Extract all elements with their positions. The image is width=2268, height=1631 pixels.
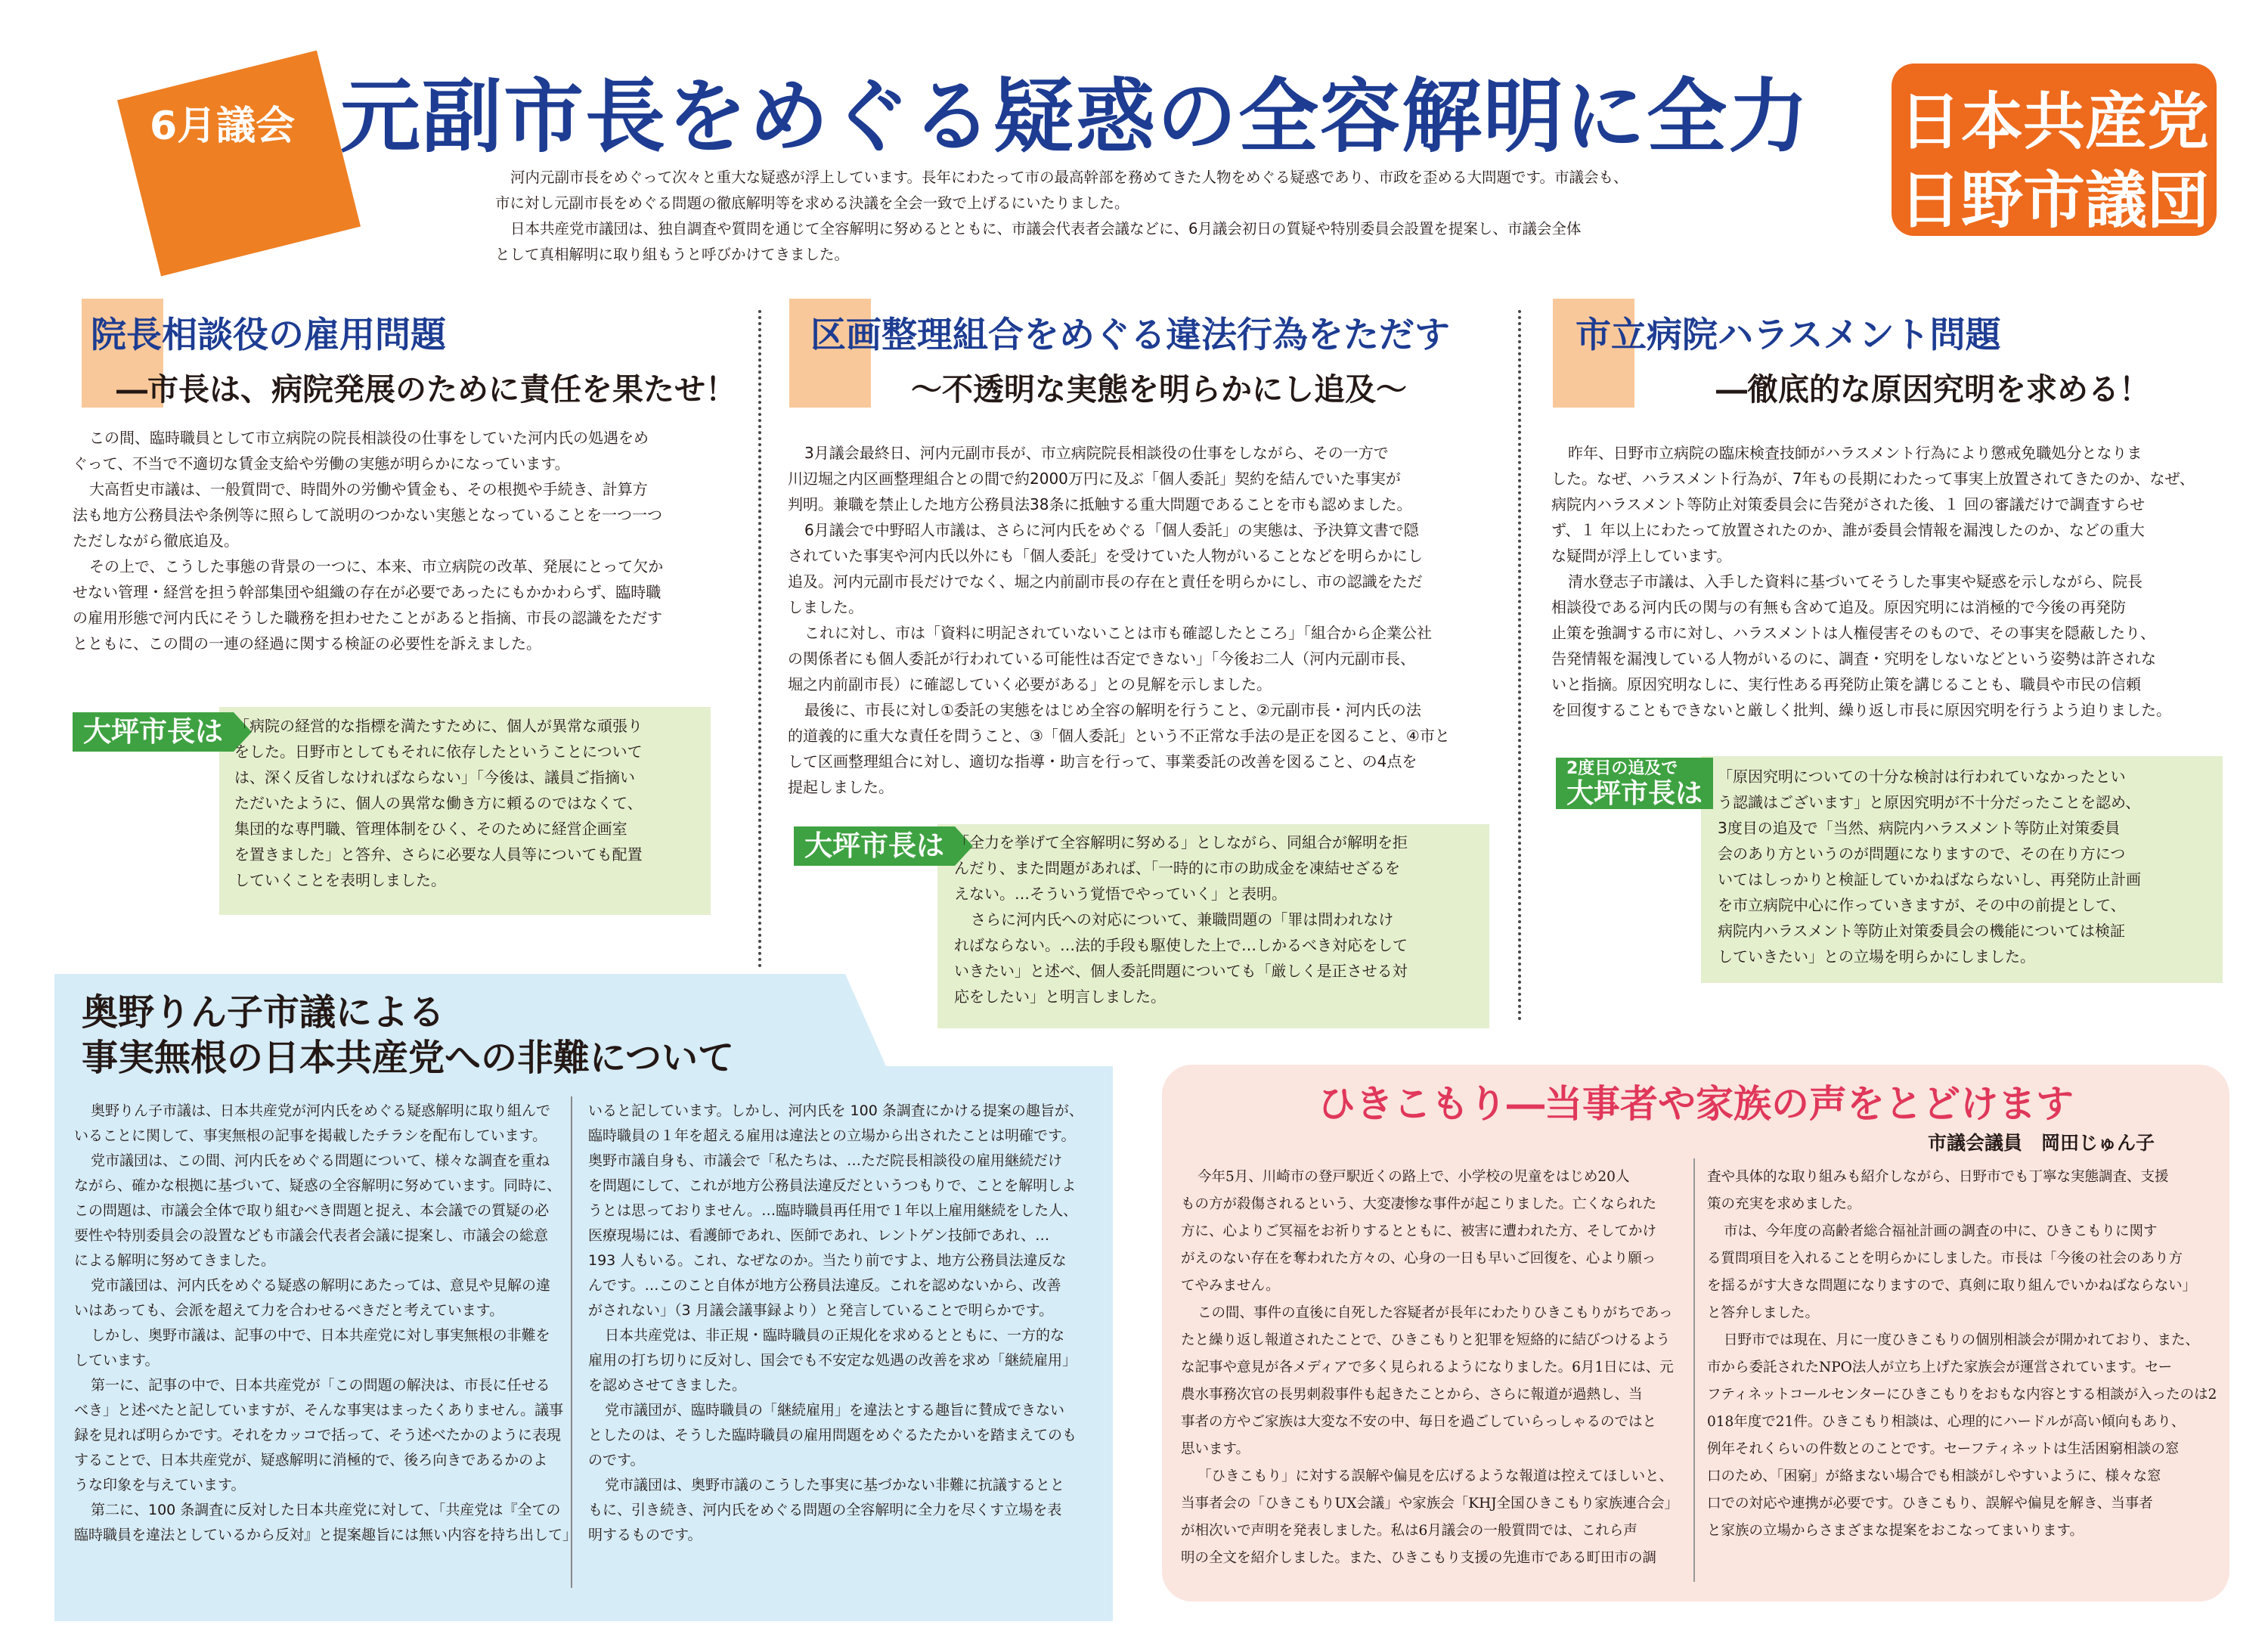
header-tag: 6月議会	[150, 104, 296, 149]
body-line: んです。…このこと自体が地方公務員法違反。これを認めないから、改善	[588, 1277, 1061, 1294]
column-divider	[758, 310, 761, 968]
section-title: 事実無根の日本共産党への非難について	[82, 1037, 735, 1079]
body-line: 法も地方公務員法や条例等に照らして説明のつかない実態となっていることを一つ一つ	[73, 506, 662, 524]
body-line: 当事者会の「ひきこもりUX会議」や家族会「KHJ全国ひきこもり家族連合会」	[1181, 1496, 1679, 1512]
mayor-line: さらに河内氏への対応について、兼職問題の「罪は問われなけ	[971, 910, 1394, 929]
body-line: 思います。	[1181, 1441, 1250, 1457]
body-line: 川辺堀之内区画整理組合との間で約2000万円に及ぶ「個人委託」契約を結んでいた事実が	[788, 470, 1401, 488]
body-line: この間、臨時職員として市立病院の院長相談役の仕事をしていた河内氏の処遇をめ	[89, 429, 649, 447]
section-title: 区画整理組合をめぐる違法行為をただす	[810, 315, 1450, 356]
mayor-line: 「全力を挙げて全容解明に努める」としながら、同組合が解明を拒	[954, 833, 1408, 851]
body-line: せない管理・経営を担う幹部集団や組織の存在が必要であったにもかかわらず、臨時職	[73, 583, 662, 601]
body-line: たと繰り返し報道されたことで、ひきこもりと犯罪を短絡的に結びつけるよう	[1181, 1332, 1671, 1348]
body-line: ぐって、不当で不適切な賃金支給や労働の実態が明らかになっています。	[73, 454, 570, 473]
mayor-tag	[794, 826, 955, 866]
body-line: 日野市では現在、月に一度ひきこもりの個別相談会が開かれており、また、	[1724, 1332, 2200, 1348]
body-line: この問題は、市議会全体で取り組むべき問題と捉え、本会議での質疑の必	[74, 1202, 550, 1219]
body-line: 日本共産党は、非正規・臨時職員の正規化を求めるとともに、一方的な	[605, 1327, 1065, 1344]
body-line: が相次いで声明を発表しました。私は6月議会の一般質問では、これら声	[1181, 1523, 1637, 1539]
body-line: 6月議会で中野昭人市議は、さらに河内氏をめぐる「個人委託」の実態は、予決算文書で隠	[804, 521, 1419, 539]
body-line: の関係者にも個人委託が行われている可能性は否定できない」「今後お二人（河内元副市長、	[788, 650, 1415, 668]
body-line: 193 人もいる。これ、なぜなのか。当たり前ですよ、地方公務員法違反な	[588, 1252, 1067, 1269]
mayor-line: う認識はございます」と原因究明が不十分だったことを認め、	[1718, 793, 2141, 811]
mayor-tag	[73, 712, 234, 752]
body-line: 雇用の打ち切りに反対し、国会でも不安定な処遇の改善を求め「継続雇用」	[588, 1352, 1077, 1369]
body-line: 要性や特別委員会の設置なども市議会代表者会議に提案し、市議会の総意	[74, 1227, 549, 1244]
mayor-tag-label: 大坪市長は	[804, 829, 944, 862]
body-line: 判明。兼職を禁止した地方公務員法38条に抵触する重大問題であることを市も認めました。	[788, 495, 1412, 513]
body-line: 党市議団は、この間、河内氏をめぐる問題について、様々な調査を重ね	[91, 1152, 550, 1169]
column-divider	[1518, 310, 1521, 1021]
body-line: うな印象を与えています。	[74, 1477, 246, 1493]
mayor-line: えない。…そういう覚悟でやっていく」と表明。	[954, 885, 1287, 903]
body-line: 党市議団は、河内氏をめぐる疑惑の解明にあたっては、意見や見解の違	[91, 1277, 551, 1294]
column-divider	[571, 1096, 572, 1588]
mayor-tag-label: 大坪市長は	[83, 715, 223, 748]
body-line: いと指摘。原因究明なしに、実行性ある再発防止策を講じることも、職員や市民の信頼	[1551, 675, 2141, 693]
body-line: 臨時職員を違法としているから反対』と提案趣旨には無い内容を持ち出して」	[74, 1527, 578, 1543]
body-line: いることに関して、事実無根の記事を掲載したチラシを配布しています。	[74, 1127, 547, 1144]
body-line: 医療現場には、看護師であれ、医師であれ、レントゲン技師であれ、…	[588, 1227, 1050, 1244]
body-line: ただしながら徹底追及。	[73, 532, 239, 550]
mayor-line: 病院内ハラスメント等防止対策委員会の機能については検証	[1718, 922, 2125, 940]
body-line: 第二に、100 条調査に反対した日本共産党に対して、「共産党は『全ての	[91, 1502, 561, 1518]
body-line: がえのない存在を奪われた方々の、心身の一日も早いご回復を、心より願っ	[1181, 1251, 1656, 1267]
body-line: 「ひきこもり」に対する誤解や偏見を広げるような報道は控えてほしいと、	[1198, 1468, 1674, 1484]
body-line: した。なぜ、ハラスメント行為が、7年もの長期にわたって事実上放置されてきたのか、なぜ、	[1551, 470, 2195, 488]
section-subtitle: ―徹底的な原因究明を求める！	[1716, 371, 2150, 408]
body-line: いはあっても、会派を超えて力を合わせるべきだと考えています。	[74, 1302, 504, 1319]
mayor-line: ればならない。…法的手段も駆使した上で…しかるべき対応をして	[954, 936, 1408, 954]
body-line: る質問項目を入れることを明らかにしました。市長は「今後の社会のあり方	[1707, 1251, 2183, 1267]
body-line: その上で、こうした事態の背景の一つに、本来、市立病院の改革、発展にとって欠か	[89, 557, 664, 575]
body-line: とともに、この間の一連の経過に関する検証の必要性を訴えました。	[73, 634, 541, 653]
body-line: 党市議団は、奥野市議のこうした事実に基づかない非難に抗議するとと	[605, 1477, 1065, 1493]
body-line: 方に、心よりご冥福をお祈りするとともに、被害に遭われた方、そしてかけ	[1181, 1223, 1657, 1239]
body-line: 例年それくらいの件数とのことです。セーフティネットは生活困窮相談の窓	[1707, 1441, 2180, 1457]
body-line: と家族の立場からさまざまな提案をおこなってまいります。	[1707, 1523, 2084, 1539]
body-line: てやみません。	[1181, 1278, 1280, 1294]
body-line: 農水事務次官の長男刺殺事件も起きたことから、さらに報道が過熱し、当	[1181, 1387, 1643, 1403]
body-line: を問題にして、これが地方公務員法違反だというつもりで、ことを解明しよ	[588, 1177, 1077, 1194]
mayor-line: ただいたように、個人の異常な働き方に頼るのではなくて、	[234, 794, 643, 812]
body-line: 査や具体的な取り組みも紹介しながら、日野市でも丁寧な実態調査、支援	[1707, 1169, 2169, 1185]
body-line: と答弁しました。	[1707, 1305, 1820, 1321]
section-title: ひきこもり―当事者や家族の声をとどけます	[1318, 1081, 2074, 1126]
section-title: 奥野りん子市議による	[82, 991, 445, 1034]
body-line: して区画整理組合に対し、適切な指導・助言を行って、事業委託の改善を図ること、の4点を	[788, 752, 1418, 771]
body-line: のです。	[588, 1452, 645, 1468]
body-line: 清水登志子市議は、入手した資料に基づいてそうした事実や疑惑を示しながら、院長	[1568, 572, 2143, 591]
intro-line: として真相解明に取り組もうと呼びかけてきました。	[495, 246, 850, 263]
mayor-line: いきたい」と述べ、個人委託問題についても「厳しく是正させる対	[954, 962, 1408, 980]
mayor-tag	[1556, 758, 1713, 809]
body-line: を認めさせてきました。	[588, 1377, 747, 1394]
body-line: 018年度で21件。ひきこもり相談は、心理的にハードルが高い傾向もあり、	[1707, 1414, 2186, 1430]
mayor-line: していくことを表明しました。	[234, 871, 446, 889]
body-line: の雇用形態で河内氏にそうした職務を担わせたことがあると指摘、市長の認識をただす	[73, 609, 662, 627]
body-line: しかし、奥野市議は、記事の中で、日本共産党に対し事実無根の非難を	[91, 1327, 550, 1344]
body-line: 的道義的に重大な責任を問うこと、③「個人委託」という不正常な手法の是正を図ること、④市と	[788, 727, 1450, 745]
body-line: 臨時職員の１年を超える雇用は違法との立場から出されたことは明確です。	[588, 1127, 1076, 1144]
body-line: しました。	[788, 598, 863, 616]
intro-line: 市に対し元副市長をめぐる問題の徹底解明等を求める決議を全会一致で上げるにいたりました。	[495, 194, 1129, 212]
body-line: としたのは、そうした臨時職員の雇用問題をめぐるたたかいを踏まえてのも	[588, 1427, 1077, 1443]
body-line: 昨年、日野市立病院の臨床検査技師がハラスメント行為により懲戒免職処分となりま	[1568, 444, 2143, 462]
mayor-line: んだり、また問題があれば、「一時的に市の助成金を凍結せざるを	[954, 859, 1400, 877]
body-line: 奥野りん子市議は、日本共産党が河内氏をめぐる疑惑解明に取り組んで	[91, 1102, 551, 1119]
body-line: 相談役である河内氏の関与の有無も含めて追及。原因究明には消極的で今後の再発防	[1551, 598, 2126, 616]
body-line: ず、１ 年以上にわたって放置されたのか、誰が委員会情報を漏洩したのか、などの重大	[1551, 521, 2145, 539]
intro-line: 日本共産党市議団は、独自調査や質問を通じて全容解明に努めるとともに、市議会代表者会議などに、6月議会初日の質疑や特別委員会設置を提案し、市議会全体	[510, 220, 1582, 237]
body-line: による解明に努めてきました。	[74, 1252, 276, 1269]
party-name: 日本共産党	[1898, 86, 2209, 158]
body-line: がされない」（3 月議会議事録より）と発言していることで明らかです。	[588, 1302, 1054, 1319]
mayor-line: 応をしたい」と明言しました。	[954, 988, 1166, 1006]
author-byline: 市議会議員 岡田じゅん子	[1928, 1132, 2155, 1154]
party-group-name: 日野市議団	[1898, 165, 2209, 237]
mayor-line: 会のあり方というのが問題になりますので、その在り方につ	[1718, 845, 2126, 863]
body-line: されていた事実や河内氏以外にも「個人委託」を受けていた人物がいることなどを明らかにし	[788, 547, 1423, 565]
body-line: 病院内ハラスメント等防止対策委員会に告発がされた後、１ 回の審議だけで調査すらせ	[1551, 495, 2146, 513]
mayor-line: は、深く反省しなければならない」「今後は、議員ご指摘い	[234, 768, 635, 786]
body-line: 市から委託されたNPO法人が立ち上げた家族会が運営されています。セー	[1707, 1360, 2173, 1375]
body-line: 策の充実を求めました。	[1707, 1196, 1861, 1212]
section-subtitle: ～不透明な実態を明らかにし追及～	[911, 371, 1407, 408]
body-line: 明の全文を紹介しました。また、ひきこもり支援の先進市である町田市の調	[1181, 1550, 1657, 1566]
body-line: この間、事件の直後に自死した容疑者が長年にわたりひきこもりがちであっ	[1198, 1305, 1673, 1321]
body-line: を揺るがす大きな問題になりますので、真剣に取り組んでいかねばならない」	[1707, 1278, 2197, 1294]
mayor-line: 集団的な専門職、管理体制をひく、そのために経営企画室	[234, 820, 627, 838]
body-line: 止策を強調する市に対し、ハラスメントは人権侵害そのもので、その事実を隠蔽したり、	[1551, 624, 2155, 642]
header-tag-background	[117, 51, 361, 277]
body-line: フティネットコールセンターにひきこもりをおもな内容とする相談が入ったのは2	[1707, 1387, 2217, 1403]
body-line: 奥野市議自身も、市議会で「私たちは、…ただ院長相談役の雇用継続だけ	[588, 1152, 1063, 1169]
body-line: を回復することもできないと厳しく批判、繰り返し市長に原因究明を行うよう迫りました。	[1551, 701, 2171, 719]
body-line: しています。	[74, 1352, 160, 1369]
body-line: うとは思っておりません。…臨時職員再任用で１年以上雇用継続をした人、	[588, 1202, 1078, 1219]
intro-line: 河内元副市長をめぐって次々と重大な疑惑が浮上しています。長年にわたって市の最高幹部を務めてきた人物をめぐる疑惑であり、市政を歪める大問題です。市議会も、	[510, 169, 1628, 186]
mayor-line: をした。日野市としてもそれに依存したということについて	[234, 743, 643, 761]
body-line: 口での対応や連携が必要です。ひきこもり、誤解や偏見を解き、当事者	[1707, 1496, 2153, 1512]
body-line: 3月議会最終日、河内元副市長が、市立病院院長相談役の仕事をしながら、その一方で	[804, 444, 1389, 462]
body-line: 今年5月、川崎市の登戸駅近くの路上で、小学校の児童をはじめ20人	[1198, 1169, 1630, 1185]
mayor-line: を市立病院中心に作っていきますが、その中の前提として、	[1718, 896, 2126, 914]
mayor-tag-label: 大坪市長は	[1566, 778, 1703, 809]
body-line: な疑問が浮上しています。	[1551, 547, 1732, 565]
body-line: 大高哲史市議は、一般質問で、時間外の労働や賃金も、その根拠や手続き、計算方	[89, 480, 648, 498]
body-line: もの方が殺傷されるという、大変凄惨な事件が起こりました。亡くなられた	[1181, 1196, 1657, 1212]
column-divider	[1693, 1158, 1695, 1582]
body-line: 追及。河内元副市長だけでなく、堀之内前副市長の存在と責任を明らかにし、市の認識をただ	[788, 572, 1423, 591]
body-line: 口のため、「困窮」が絡まない場合でも相談がしやすいように、様々な窓	[1707, 1468, 2161, 1484]
body-line: 党市議団が、臨時職員の「継続雇用」を違法とする趣旨に賛成できない	[605, 1402, 1065, 1419]
body-line: することで、日本共産党が、疑惑解明に消極的で、後ろ向きであるかのよ	[74, 1452, 548, 1468]
body-line: これに対し、市は「資料に明記されていないことは市も確認したところ」「組合から企業公社	[804, 624, 1432, 642]
section-title: 院長相談役の雇用問題	[91, 315, 446, 356]
page-headline: 元副市長をめぐる疑惑の全容解明に全力	[340, 70, 1810, 163]
section-title: 市立病院ハラスメント問題	[1576, 315, 2001, 356]
body-line: 堀之内前副市長）に確認していく必要がある」との見解を示しました。	[788, 675, 1272, 693]
section-subtitle: ―市長は、病院発展のために責任を果たせ！	[116, 371, 736, 408]
body-line: 告発情報を漏洩している人物がいるのに、調査・究明をしないなどという姿勢は許されな	[1551, 650, 2156, 668]
body-line: 事者の方やご家族は大変な不安の中、毎日を過ごしていらっしゃるのではと	[1181, 1414, 1657, 1430]
body-line: もに、引き続き、河内氏をめぐる問題の全容解明に全力を尽くす立場を表	[588, 1502, 1062, 1518]
body-line: 明するものです。	[588, 1527, 702, 1543]
body-line: な記事や意見が各メディアで多く見られるようになりました。6月1日には、元	[1181, 1360, 1674, 1375]
body-line: 提起しました。	[788, 778, 894, 796]
mayor-tag-note: 2度目の追及で	[1566, 759, 1678, 778]
body-line: 市は、今年度の高齢者総合福祉計画の調査の中に、ひきこもりに関す	[1724, 1223, 2158, 1239]
mayor-line: 「病院の経営的な指標を満たすために、個人が異常な頑張り	[234, 717, 643, 735]
body-line: ながら、確かな根拠に基づいて、疑惑の全容解明に努めています。同時に、	[74, 1177, 562, 1194]
body-line: べき」と述べたと記していますが、そんな事実はまったくありません。議事	[74, 1402, 564, 1419]
mayor-line: を置きました」と答弁、さらに必要な人員等についても配置	[234, 845, 643, 864]
body-line: 最後に、市長に対し①委託の実態をはじめ全容の解明を行うこと、②元副市長・河内氏の法	[804, 701, 1421, 719]
body-line: 第一に、記事の中で、日本共産党が「この問題の解決は、市長に任せる	[91, 1377, 550, 1394]
body-line: 録を見れば明らかです。それをカッコで括って、そう述べたかのように表現	[74, 1427, 561, 1443]
mayor-line: いてはしっかりと検証していかねばならないし、再発防止計画	[1718, 870, 2141, 888]
mayor-line: していきたい」との立場を明らかにしました。	[1718, 947, 2035, 966]
mayor-line: 3度目の追及で「当然、病院内ハラスメント等防止対策委員	[1718, 819, 2121, 837]
body-line: いると記しています。しかし、河内氏を 100 条調査にかける提案の趣旨が、	[588, 1102, 1083, 1119]
mayor-line: 「原因究明についての十分な検討は行われていなかったとい	[1718, 767, 2126, 786]
